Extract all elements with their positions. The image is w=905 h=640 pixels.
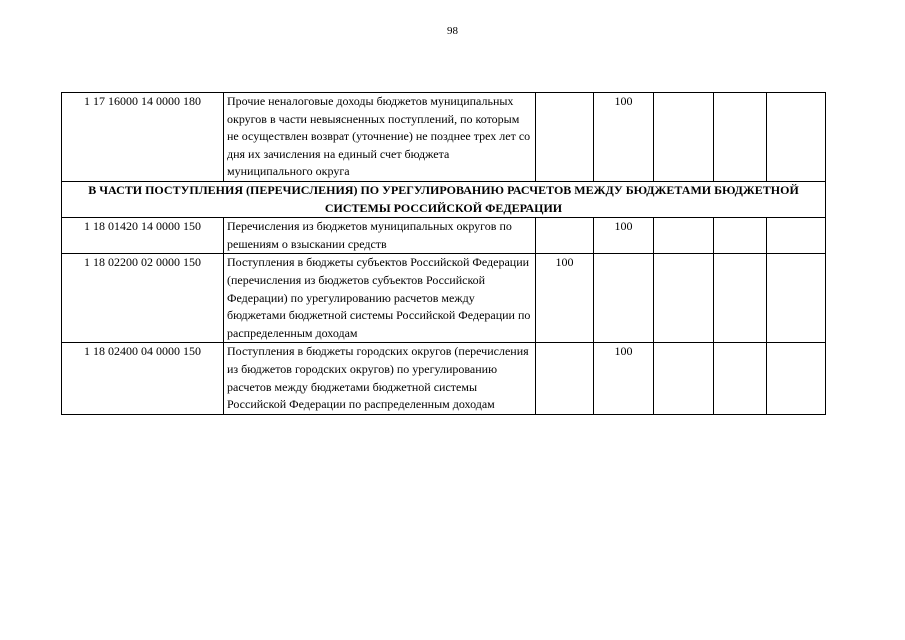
value-cell — [654, 254, 714, 343]
value-cell — [767, 218, 826, 254]
value-cell: 100 — [594, 343, 654, 414]
page-number: 98 — [447, 25, 458, 37]
value-cell — [654, 343, 714, 414]
value-cell: 100 — [594, 218, 654, 254]
value-cell: 100 — [594, 93, 654, 182]
budget-code: 1 18 02200 02 0000 150 — [62, 254, 224, 343]
revenue-name: Поступления в бюджеты городских округов (перечисления из бюджетов городских округов) по урегулированию расчетов между бюджетами бюджетной системы Российской Федерации по распределенным доходам — [224, 343, 536, 414]
value-cell — [714, 254, 767, 343]
revenue-name: Поступления в бюджеты субъектов Российской Федерации (перечисления из бюджетов субъектов Российской Федерации) по урегулированию расчетов между бюджетами бюджетной системы Российской Федерации по распределенным доходам — [224, 254, 536, 343]
value-cell — [767, 93, 826, 182]
value-cell — [536, 93, 594, 182]
value-cell — [714, 343, 767, 414]
table-row — [62, 343, 826, 414]
value-cell — [767, 254, 826, 343]
table-row — [62, 254, 826, 343]
value-cell — [767, 343, 826, 414]
table-row — [62, 93, 826, 182]
revenue-name: Перечисления из бюджетов муниципальных округов по решениям о взыскании средств — [224, 218, 536, 254]
budget-classification-table — [61, 92, 826, 415]
table-row — [62, 218, 826, 254]
section-heading-row — [62, 181, 826, 217]
value-cell — [594, 254, 654, 343]
budget-code: 1 18 01420 14 0000 150 — [62, 218, 224, 254]
value-cell — [654, 93, 714, 182]
section-heading: В ЧАСТИ ПОСТУПЛЕНИЯ (ПЕРЕЧИСЛЕНИЯ) ПО УРЕГУЛИРОВАНИЮ РАСЧЕТОВ МЕЖДУ БЮДЖЕТАМИ БЮДЖЕТНОЙ СИСТЕМЫ РОССИЙСКОЙ ФЕДЕРАЦИИ — [62, 181, 826, 217]
revenue-name: Прочие неналоговые доходы бюджетов муниципальных округов в части невыясненных поступлений, по которым не осуществлен возврат (уточнение) не позднее трех лет со дня их зачисления на единый счет бюджета муниципального округа — [224, 93, 536, 182]
value-cell — [536, 343, 594, 414]
value-cell — [714, 93, 767, 182]
budget-code: 1 17 16000 14 0000 180 — [62, 93, 224, 182]
value-cell: 100 — [536, 254, 594, 343]
value-cell — [536, 218, 594, 254]
value-cell — [714, 218, 767, 254]
budget-code: 1 18 02400 04 0000 150 — [62, 343, 224, 414]
value-cell — [654, 218, 714, 254]
